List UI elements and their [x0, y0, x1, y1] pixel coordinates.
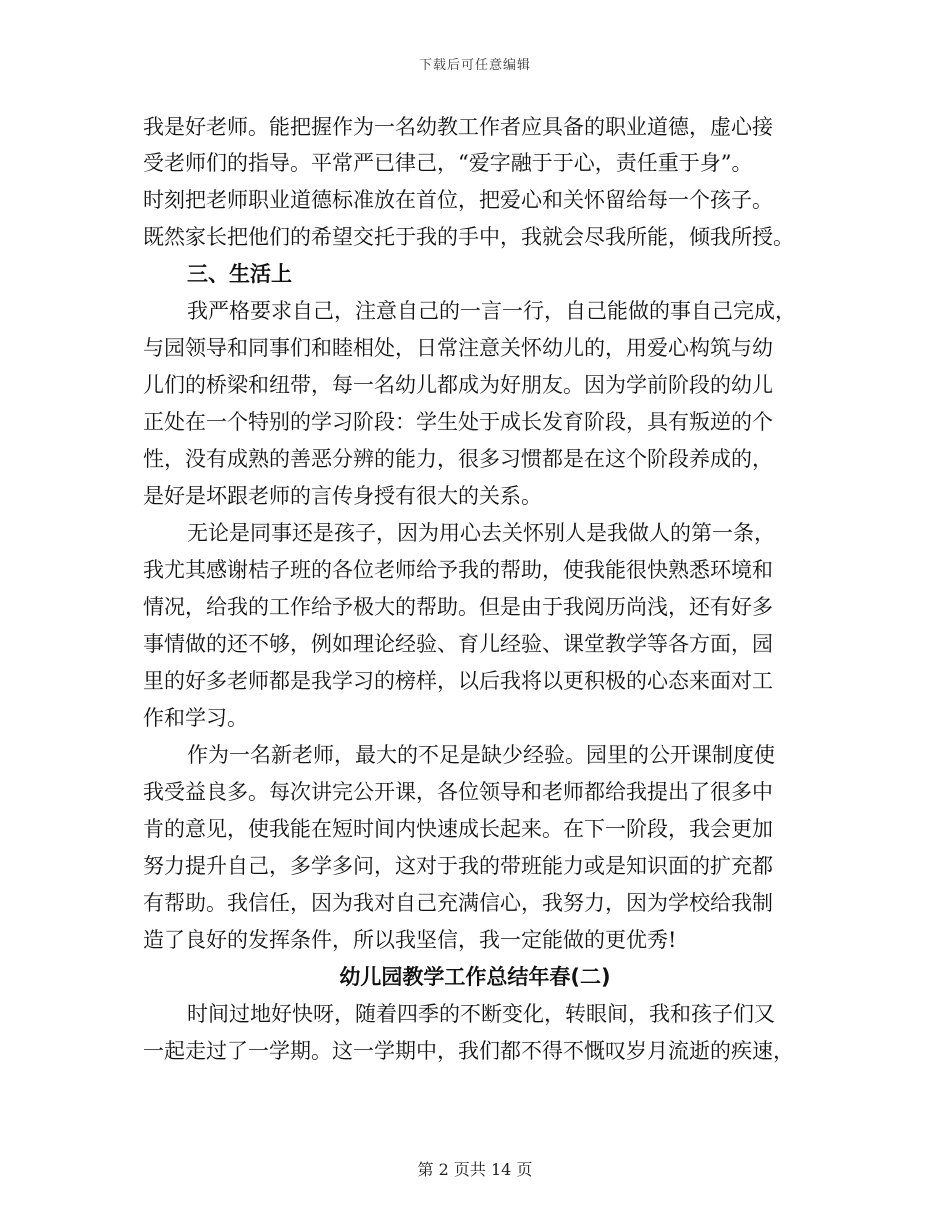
page-footer: 第 2 页共 14 页 [417, 1160, 533, 1179]
text-line: 情况，给我的工作给予极大的帮助。但是由于我阅历尚浅，还有好多 [143, 595, 773, 619]
page-header: 下载后可任意编辑 [418, 58, 531, 73]
text-line: 我是好老师。能把握作为一名幼教工作者应具备的职业道德，虚心接 [143, 115, 773, 139]
text-line: 作和学习。 [143, 706, 248, 730]
text-line: 事情做的还不够，例如理论经验、育儿经验、课堂教学等各方面，园 [143, 632, 773, 656]
text-line: 与园领导和同事们和睦相处，日常注意关怀幼儿的，用爱心构筑与幼 [143, 336, 773, 360]
text-line: 肯的意见，使我能在短时间内快速成长起来。在下一阶段，我会更加 [143, 817, 773, 841]
section-heading: 三、生活上 [187, 262, 292, 286]
text-line: 我严格要求自己，注意自己的一言一行，自己能做的事自己完成， [187, 299, 796, 323]
text-line: 儿们的桥梁和纽带，每一名幼儿都成为好朋友。因为学前阶段的幼儿 [143, 373, 773, 397]
text-line: 我受益良多。每次讲完公开课，各位领导和老师都给我提出了很多中 [143, 780, 773, 804]
text-line: 受老师们的指导。平常严已律己，“爱字融于于心，责任重于身”。 [143, 151, 753, 175]
text-line: 无论是同事还是孩子，因为用心去关怀别人是我做人的第一条， [187, 521, 775, 545]
section-title: 幼儿园教学工作总结年春(二) [339, 965, 611, 989]
text-line: 一起走过了一学期。这一学期中，我们都不得不慨叹岁月流逝的疾速， [143, 1039, 794, 1063]
text-line: 既然家长把他们的希望交托于我的手中，我就会尽我所能，倾我所授。 [143, 225, 794, 249]
text-line: 努力提升自己，多学多问，这对于我的带班能力或是知识面的扩充都 [143, 854, 773, 878]
text-line: 我尤其感谢桔子班的各位老师给予我的帮助，使我能很快熟悉环境和 [143, 558, 773, 582]
text-line: 时刻把老师职业道德标准放在首位，把爱心和关怀留给每一个孩子。 [143, 188, 773, 212]
text-line: 时间过地好快呀，随着四季的不断变化，转眼间，我和孩子们又 [187, 1002, 775, 1026]
text-line: 造了良好的发挥条件，所以我坚信，我一定能做的更优秀! [143, 928, 677, 952]
text-line: 正处在一个特别的学习阶段：学生处于成长发育阶段，具有叛逆的个 [143, 410, 773, 434]
text-line: 里的好多老师都是我学习的榜样，以后我将以更积极的心态来面对工 [143, 669, 773, 693]
text-line: 性，没有成熟的善恶分辨的能力，很多习惯都是在这个阶段养成的， [143, 447, 773, 471]
text-line: 有帮助。我信任，因为我对自己充满信心，我努力，因为学校给我制 [143, 891, 773, 915]
text-line: 作为一名新老师，最大的不足是缺少经验。园里的公开课制度使 [187, 743, 775, 767]
text-line: 是好是坏跟老师的言传身授有很大的关系。 [143, 484, 542, 508]
